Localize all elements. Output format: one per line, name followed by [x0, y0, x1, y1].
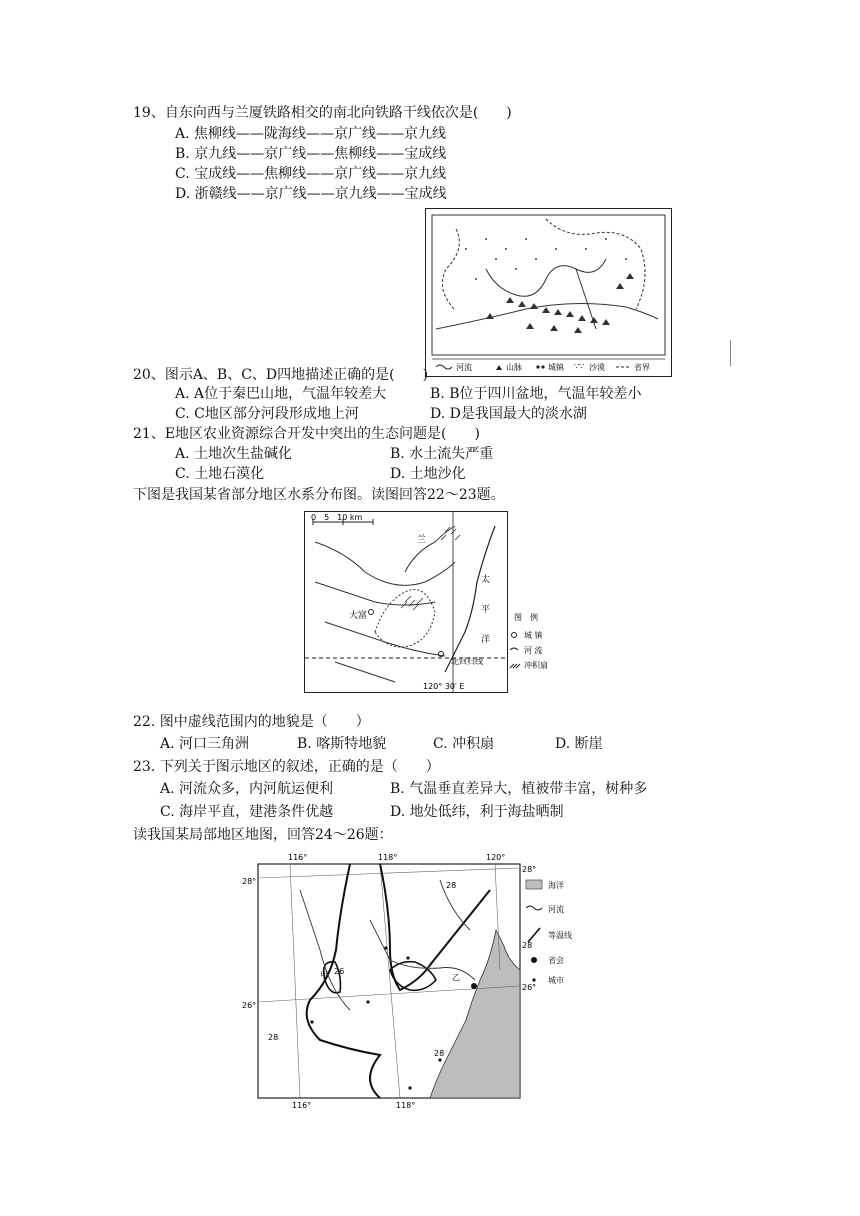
q22-option-c: C. 冲积扇: [433, 736, 495, 752]
city-dot: [438, 1058, 441, 1061]
river: [486, 259, 606, 296]
lon-top-118: 118°: [378, 853, 398, 862]
intro-24-26: 读我国某局部地区地图，回答24～26题：: [133, 827, 393, 843]
tropic-label: 北回归线: [451, 657, 483, 666]
lat-left-28: 28°: [242, 877, 257, 886]
q19-option-c: C. 宝成线——焦柳线——京广线——京九线: [175, 166, 447, 182]
map2-svg: [305, 512, 507, 692]
city-dot: [310, 1020, 313, 1023]
fan-icon: [510, 664, 520, 668]
river: [325, 622, 445, 656]
map2-legend: [504, 610, 574, 680]
ocean-3: 洋: [481, 635, 491, 645]
q23-option-c: C. 海岸平直，建港条件优越: [160, 804, 334, 820]
map2-figure: [304, 511, 508, 693]
province-border: [546, 219, 645, 309]
river-name: 兰: [417, 535, 427, 545]
city-icon: [536, 365, 539, 368]
place-yi: 乙: [452, 973, 460, 982]
river: [335, 662, 395, 682]
town-icon: [512, 633, 517, 638]
city-dot: [406, 956, 409, 959]
map1-svg: [426, 209, 671, 376]
q20-stem: 20、图示A、B、C、D四地描述正确的是( ): [133, 367, 429, 383]
river: [315, 582, 435, 605]
city-dot: [384, 946, 387, 949]
legend-city: 城市: [548, 976, 564, 985]
lat-right-26: 26°: [522, 983, 537, 992]
scale-label: 0 5 10 km: [311, 513, 363, 522]
svg-text:∵∵: ∵∵: [574, 362, 585, 371]
legend-city: 城镇: [548, 363, 564, 372]
q21-option-b: B. 水土流失严重: [390, 446, 494, 462]
lon-bottom-116: 116°: [292, 1101, 312, 1110]
q22-option-b: B. 喀斯特地貌: [297, 736, 387, 752]
q21-option-a: A. 土地次生盐碱化: [175, 446, 293, 462]
lon-bottom-118: 118°: [396, 1101, 416, 1110]
city-dot: [408, 1086, 411, 1089]
q22-option-d: D. 断崖: [555, 736, 603, 752]
river-icon: [436, 365, 452, 369]
place-jia: 甲: [320, 971, 328, 980]
q23-option-b: B. 气温垂直差异大，植被带丰富，树种多: [390, 781, 648, 797]
lat-right-28: 28°: [522, 865, 537, 874]
ocean-swatch: [526, 880, 542, 889]
legend-title: 图 例: [514, 613, 538, 622]
province-border: [442, 229, 459, 309]
river: [315, 542, 455, 585]
city-icon: [532, 978, 535, 981]
mountains: [486, 273, 634, 333]
capital-icon: [531, 957, 537, 963]
legend-isotherm-value: 28: [522, 941, 533, 950]
q19-option-b: B. 京九线——京广线——焦柳线——宝成线: [175, 146, 447, 162]
q23-option-d: D. 地处低纬，利于海盐晒制: [390, 804, 564, 820]
isotherm-label: 26: [334, 967, 345, 976]
margin-mark: [730, 340, 731, 366]
alluvial-fan-marks: [401, 527, 460, 610]
q20-option-d: D. D是我国最大的淡水湖: [430, 406, 587, 422]
lat-left-26: 26°: [242, 1001, 257, 1010]
legend-river: 河流: [456, 363, 472, 372]
river: [436, 303, 658, 329]
river-icon: [526, 906, 542, 910]
isotherm-label: 28: [446, 881, 457, 890]
q21-stem: 21、E地区农业资源综合开发中突出的生态问题是( ): [133, 426, 480, 442]
q23-stem: 23. 下列关于图示地区的叙述，正确的是（ ）: [133, 759, 440, 775]
desert-dots: [465, 238, 627, 280]
q22-stem: 22. 图中虚线范围内的地貌是（ ）: [133, 714, 370, 730]
q23-option-a: A. 河流众多，内河航运便利: [160, 781, 334, 797]
isotherm-label: 28: [434, 1049, 445, 1058]
legend-fan: 冲积扇: [524, 661, 548, 670]
town-dafu: [369, 610, 374, 615]
mountain-icon: [496, 365, 502, 370]
legend-capital: 省会: [548, 956, 564, 965]
map3-svg: [240, 850, 620, 1112]
ocean-1: 太: [481, 575, 491, 585]
lon-top-116: 116°: [288, 853, 308, 862]
map1-figure: [425, 208, 672, 377]
q21-option-c: C. 土地石漠化: [175, 466, 265, 482]
legend-desert: 沙漠: [589, 363, 605, 372]
legend-mountain: 山脉: [506, 363, 522, 372]
q20-option-a: A. A位于秦巴山地，气温年较差大: [175, 386, 387, 402]
legend-town: 城 镇: [524, 631, 543, 640]
isotherm-label: 28: [268, 1033, 279, 1042]
q19-option-a: A. 焦柳线——陇海线——京广线——京九线: [175, 126, 447, 142]
q21-option-d: D. 土地沙化: [390, 466, 466, 482]
legend-river: 河 流: [524, 646, 543, 655]
legend-isotherm: 等温线: [548, 931, 572, 940]
q22-option-a: A. 河口三角洲: [160, 736, 250, 752]
river: [405, 526, 455, 572]
q19-option-d: D. 浙赣线——京广线——京九线——宝成线: [175, 186, 447, 202]
river-icon: [510, 648, 518, 650]
capital-dot: [471, 983, 477, 989]
q20-option-c: C. C地区部分河段形成地上河: [175, 406, 359, 422]
lon-label: 120° 30′ E: [423, 682, 465, 691]
ocean-2: 平: [481, 605, 491, 615]
city-dot: [366, 1000, 369, 1003]
legend-river: 河流: [548, 905, 564, 914]
isotherm-icon: [528, 928, 540, 942]
coastline: [445, 526, 495, 672]
intro-22-23: 下图是我国某省部分地区水系分布图。读图回答22～23题。: [133, 487, 505, 503]
q20-option-b: B. B位于四川盆地，气温年较差小: [430, 386, 642, 402]
fan-boundary: [375, 590, 435, 648]
legend-ocean: 海洋: [548, 881, 564, 890]
q19-stem: 19、自东向西与兰厦铁路相交的南北向铁路干线依次是( ): [133, 105, 512, 121]
lon-top-120: 120°: [486, 853, 506, 862]
legend-border: 省界: [634, 363, 650, 372]
place-dafu: 大富: [349, 611, 368, 621]
map3-figure: [240, 850, 620, 1112]
